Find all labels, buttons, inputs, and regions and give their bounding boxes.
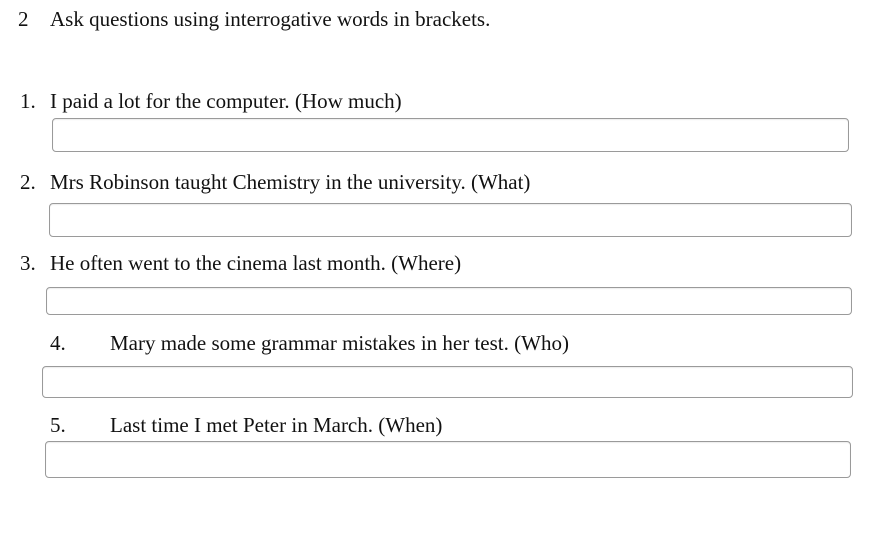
answer-field-2[interactable] (49, 203, 852, 237)
question-number: 3. (20, 251, 36, 275)
question-number: 5. (50, 413, 66, 437)
exercise-heading (18, 7, 490, 31)
question-5 (50, 413, 442, 437)
question-number: 4. (50, 331, 66, 355)
question-text: He often went to the cinema last month. (Where) (50, 251, 462, 275)
question-number: 2. (20, 170, 36, 194)
answer-field-3[interactable] (46, 287, 852, 315)
answer-field-4[interactable] (42, 366, 853, 398)
question-1 (20, 89, 402, 113)
question-text: Last time I met Peter in March. (When) (110, 413, 443, 437)
answer-field-1[interactable] (52, 118, 849, 152)
answer-field-5[interactable] (45, 441, 851, 478)
question-text: Mrs Robinson taught Chemistry in the university. (What) (50, 170, 531, 194)
question-text: Mary made some grammar mistakes in her test. (Who) (110, 331, 569, 355)
question-text: I paid a lot for the computer. (How much) (50, 89, 402, 113)
question-4 (50, 331, 569, 355)
question-3 (20, 251, 461, 275)
question-2 (20, 170, 530, 194)
question-number: 1. (20, 89, 36, 113)
exercise-number: 2 (18, 7, 29, 31)
exercise-instruction: Ask questions using interrogative words in brackets. (50, 7, 491, 31)
